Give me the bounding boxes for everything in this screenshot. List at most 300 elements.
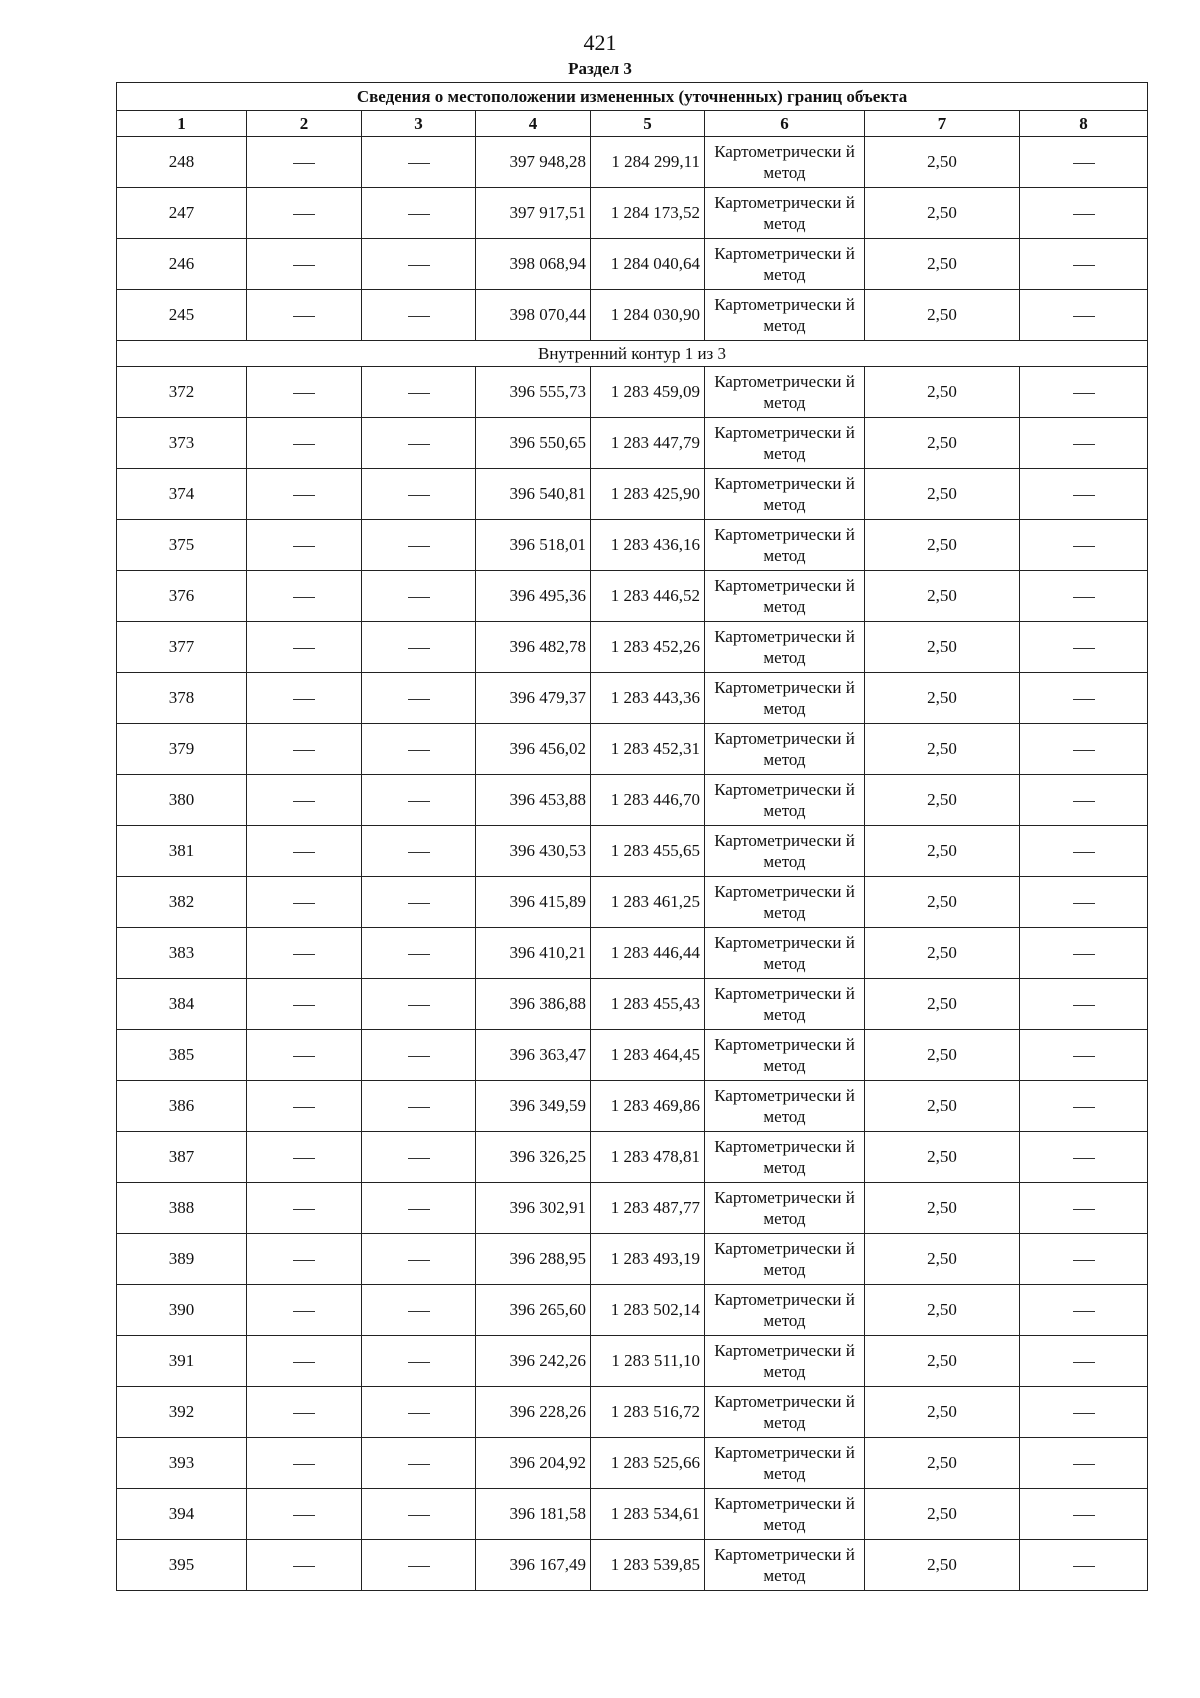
dash-mark — [408, 1362, 430, 1363]
column-number: 8 — [1020, 111, 1148, 137]
dash-text — [1095, 1096, 1096, 1097]
accuracy-cell: 2,50 — [865, 239, 1020, 290]
point-number-cell: 246 — [117, 239, 247, 290]
empty-value-cell — [362, 1030, 476, 1081]
table-row — [117, 1438, 1148, 1489]
dash-text — [1095, 1045, 1096, 1046]
dash-text — [430, 739, 431, 740]
dash-mark — [1073, 699, 1095, 700]
empty-value-cell — [247, 367, 362, 418]
table-row — [117, 1336, 1148, 1387]
table-row — [117, 1234, 1148, 1285]
table-row — [117, 673, 1148, 724]
dash-mark — [293, 1515, 315, 1516]
dash-text — [315, 994, 316, 995]
y-coordinate-cell: 1 284 299,11 — [591, 137, 705, 188]
dash-mark — [408, 546, 430, 547]
empty-value-cell — [1020, 1336, 1148, 1387]
dash-text — [430, 1249, 431, 1250]
empty-value-cell — [1020, 239, 1148, 290]
dash-text — [315, 433, 316, 434]
method-cell: Картометрически й метод — [705, 1387, 865, 1438]
dash-text — [1095, 535, 1096, 536]
y-coordinate-cell: 1 283 446,70 — [591, 775, 705, 826]
method-cell: Картометрически й метод — [705, 188, 865, 239]
empty-value-cell — [247, 673, 362, 724]
dash-mark — [408, 316, 430, 317]
dash-text — [1095, 254, 1096, 255]
empty-value-cell — [362, 290, 476, 341]
empty-value-cell — [362, 1387, 476, 1438]
empty-value-cell — [1020, 188, 1148, 239]
method-cell: Картометрически й метод — [705, 1081, 865, 1132]
table-row — [117, 622, 1148, 673]
dash-text — [315, 637, 316, 638]
dash-text — [315, 1147, 316, 1148]
y-coordinate-cell: 1 283 487,77 — [591, 1183, 705, 1234]
empty-value-cell — [1020, 724, 1148, 775]
table-row — [117, 137, 1148, 188]
dash-mark — [1073, 1566, 1095, 1567]
x-coordinate-cell: 396 167,49 — [476, 1540, 591, 1591]
method-cell: Картометрически й метод — [705, 290, 865, 341]
empty-value-cell — [362, 469, 476, 520]
method-cell: Картометрически й метод — [705, 1132, 865, 1183]
dash-mark — [408, 1566, 430, 1567]
dash-text — [430, 688, 431, 689]
dash-mark — [408, 1413, 430, 1414]
dash-text — [315, 688, 316, 689]
dash-mark — [1073, 1158, 1095, 1159]
empty-value-cell — [362, 673, 476, 724]
dash-mark — [1073, 852, 1095, 853]
y-coordinate-cell: 1 283 459,09 — [591, 367, 705, 418]
dash-mark — [1073, 1260, 1095, 1261]
method-cell: Картометрически й метод — [705, 673, 865, 724]
dash-text — [315, 1402, 316, 1403]
dash-mark — [408, 1209, 430, 1210]
dash-mark — [1073, 393, 1095, 394]
y-coordinate-cell: 1 283 425,90 — [591, 469, 705, 520]
dash-text — [1095, 790, 1096, 791]
dash-text — [1095, 1453, 1096, 1454]
point-number-cell: 374 — [117, 469, 247, 520]
point-number-cell: 393 — [117, 1438, 247, 1489]
empty-value-cell — [362, 137, 476, 188]
table-row — [117, 1285, 1148, 1336]
dash-text — [1095, 841, 1096, 842]
accuracy-cell: 2,50 — [865, 367, 1020, 418]
y-coordinate-cell: 1 283 502,14 — [591, 1285, 705, 1336]
accuracy-cell: 2,50 — [865, 1081, 1020, 1132]
method-cell: Картометрически й метод — [705, 137, 865, 188]
dash-text — [430, 892, 431, 893]
column-number: 2 — [247, 111, 362, 137]
dash-mark — [293, 495, 315, 496]
column-number-row — [117, 111, 1148, 137]
empty-value-cell — [1020, 1540, 1148, 1591]
table-caption: Сведения о местоположении измененных (уточненных) границ объекта — [117, 83, 1148, 111]
method-cell: Картометрически й метод — [705, 622, 865, 673]
dash-mark — [293, 444, 315, 445]
dash-text — [1095, 892, 1096, 893]
empty-value-cell — [1020, 469, 1148, 520]
dash-text — [430, 1504, 431, 1505]
point-number-cell: 388 — [117, 1183, 247, 1234]
y-coordinate-cell: 1 283 443,36 — [591, 673, 705, 724]
dash-text — [430, 484, 431, 485]
empty-value-cell — [1020, 1489, 1148, 1540]
column-number: 4 — [476, 111, 591, 137]
empty-value-cell — [247, 137, 362, 188]
dash-text — [315, 254, 316, 255]
empty-value-cell — [362, 1489, 476, 1540]
table-row — [117, 724, 1148, 775]
empty-value-cell — [247, 1540, 362, 1591]
accuracy-cell: 2,50 — [865, 520, 1020, 571]
dash-text — [315, 739, 316, 740]
x-coordinate-cell: 396 242,26 — [476, 1336, 591, 1387]
accuracy-cell: 2,50 — [865, 1285, 1020, 1336]
table-row — [117, 1387, 1148, 1438]
dash-mark — [293, 546, 315, 547]
y-coordinate-cell: 1 283 455,43 — [591, 979, 705, 1030]
x-coordinate-cell: 398 068,94 — [476, 239, 591, 290]
dash-text — [1095, 1249, 1096, 1250]
dash-mark — [408, 750, 430, 751]
point-number-cell: 394 — [117, 1489, 247, 1540]
point-number-cell: 390 — [117, 1285, 247, 1336]
accuracy-cell: 2,50 — [865, 928, 1020, 979]
dash-text — [430, 1198, 431, 1199]
contour-heading-row — [117, 341, 1148, 367]
accuracy-cell: 2,50 — [865, 877, 1020, 928]
dash-mark — [408, 1158, 430, 1159]
x-coordinate-cell: 396 181,58 — [476, 1489, 591, 1540]
empty-value-cell — [362, 1540, 476, 1591]
empty-value-cell — [247, 520, 362, 571]
empty-value-cell — [247, 826, 362, 877]
accuracy-cell: 2,50 — [865, 1183, 1020, 1234]
empty-value-cell — [1020, 622, 1148, 673]
dash-mark — [1073, 801, 1095, 802]
x-coordinate-cell: 396 265,60 — [476, 1285, 591, 1336]
dash-text — [430, 1045, 431, 1046]
dash-mark — [408, 648, 430, 649]
empty-value-cell — [247, 1030, 362, 1081]
method-cell: Картометрически й метод — [705, 1285, 865, 1336]
empty-value-cell — [247, 1081, 362, 1132]
dash-text — [315, 790, 316, 791]
dash-text — [1095, 994, 1096, 995]
dash-mark — [293, 1107, 315, 1108]
accuracy-cell: 2,50 — [865, 1234, 1020, 1285]
dash-mark — [293, 1311, 315, 1312]
point-number-cell: 387 — [117, 1132, 247, 1183]
dash-mark — [293, 852, 315, 853]
dash-text — [430, 433, 431, 434]
method-cell: Картометрически й метод — [705, 1234, 865, 1285]
point-number-cell: 385 — [117, 1030, 247, 1081]
dash-mark — [293, 163, 315, 164]
method-cell: Картометрически й метод — [705, 239, 865, 290]
dash-mark — [293, 393, 315, 394]
method-cell: Картометрически й метод — [705, 367, 865, 418]
empty-value-cell — [362, 571, 476, 622]
dash-text — [1095, 637, 1096, 638]
empty-value-cell — [1020, 1387, 1148, 1438]
dash-text — [315, 1198, 316, 1199]
y-coordinate-cell: 1 283 516,72 — [591, 1387, 705, 1438]
dash-text — [430, 535, 431, 536]
dash-mark — [408, 954, 430, 955]
point-number-cell: 395 — [117, 1540, 247, 1591]
x-coordinate-cell: 396 363,47 — [476, 1030, 591, 1081]
empty-value-cell — [362, 622, 476, 673]
y-coordinate-cell: 1 283 436,16 — [591, 520, 705, 571]
method-cell: Картометрически й метод — [705, 979, 865, 1030]
empty-value-cell — [362, 724, 476, 775]
dash-text — [430, 790, 431, 791]
table-row — [117, 239, 1148, 290]
empty-value-cell — [362, 188, 476, 239]
x-coordinate-cell: 396 410,21 — [476, 928, 591, 979]
dash-mark — [1073, 265, 1095, 266]
method-cell: Картометрически й метод — [705, 571, 865, 622]
empty-value-cell — [1020, 928, 1148, 979]
method-cell: Картометрически й метод — [705, 1489, 865, 1540]
x-coordinate-cell: 396 288,95 — [476, 1234, 591, 1285]
empty-value-cell — [1020, 1132, 1148, 1183]
empty-value-cell — [362, 979, 476, 1030]
dash-mark — [1073, 1056, 1095, 1057]
dash-text — [430, 254, 431, 255]
dash-text — [430, 203, 431, 204]
column-number: 1 — [117, 111, 247, 137]
dash-text — [1095, 305, 1096, 306]
accuracy-cell: 2,50 — [865, 1540, 1020, 1591]
dash-mark — [408, 801, 430, 802]
point-number-cell: 389 — [117, 1234, 247, 1285]
point-number-cell: 372 — [117, 367, 247, 418]
empty-value-cell — [1020, 826, 1148, 877]
dash-text — [430, 943, 431, 944]
empty-value-cell — [247, 418, 362, 469]
x-coordinate-cell: 396 518,01 — [476, 520, 591, 571]
accuracy-cell: 2,50 — [865, 673, 1020, 724]
empty-value-cell — [247, 775, 362, 826]
empty-value-cell — [1020, 137, 1148, 188]
accuracy-cell: 2,50 — [865, 1387, 1020, 1438]
dash-mark — [408, 1260, 430, 1261]
point-number-cell: 392 — [117, 1387, 247, 1438]
method-cell: Картометрически й метод — [705, 1183, 865, 1234]
dash-mark — [408, 495, 430, 496]
dash-text — [1095, 1147, 1096, 1148]
dash-text — [1095, 586, 1096, 587]
dash-text — [1095, 1402, 1096, 1403]
accuracy-cell: 2,50 — [865, 724, 1020, 775]
empty-value-cell — [247, 877, 362, 928]
empty-value-cell — [1020, 367, 1148, 418]
dash-text — [315, 1249, 316, 1250]
x-coordinate-cell: 396 204,92 — [476, 1438, 591, 1489]
column-number: 6 — [705, 111, 865, 137]
dash-text — [1095, 203, 1096, 204]
dash-text — [315, 943, 316, 944]
dash-text — [1095, 382, 1096, 383]
column-number: 7 — [865, 111, 1020, 137]
dash-mark — [293, 1464, 315, 1465]
empty-value-cell — [247, 1438, 362, 1489]
point-number-cell: 373 — [117, 418, 247, 469]
dash-text — [430, 586, 431, 587]
empty-value-cell — [362, 1285, 476, 1336]
point-number-cell: 247 — [117, 188, 247, 239]
dash-text — [315, 535, 316, 536]
dash-mark — [408, 903, 430, 904]
dash-mark — [1073, 648, 1095, 649]
table-row — [117, 1489, 1148, 1540]
dash-mark — [1073, 1413, 1095, 1414]
dash-mark — [408, 1464, 430, 1465]
method-cell: Картометрически й метод — [705, 520, 865, 571]
point-number-cell: 245 — [117, 290, 247, 341]
empty-value-cell — [1020, 877, 1148, 928]
point-number-cell: 377 — [117, 622, 247, 673]
y-coordinate-cell: 1 283 493,19 — [591, 1234, 705, 1285]
dash-text — [315, 1351, 316, 1352]
point-number-cell: 379 — [117, 724, 247, 775]
dash-mark — [293, 597, 315, 598]
empty-value-cell — [362, 877, 476, 928]
dash-text — [1095, 433, 1096, 434]
dash-mark — [408, 1107, 430, 1108]
empty-value-cell — [1020, 1285, 1148, 1336]
y-coordinate-cell: 1 283 469,86 — [591, 1081, 705, 1132]
dash-text — [430, 305, 431, 306]
x-coordinate-cell: 396 430,53 — [476, 826, 591, 877]
accuracy-cell: 2,50 — [865, 979, 1020, 1030]
y-coordinate-cell: 1 283 446,52 — [591, 571, 705, 622]
table-row — [117, 520, 1148, 571]
page-number: 421 — [583, 30, 617, 55]
point-number-cell: 386 — [117, 1081, 247, 1132]
empty-value-cell — [362, 418, 476, 469]
dash-text — [315, 484, 316, 485]
dash-mark — [408, 1005, 430, 1006]
table-row — [117, 826, 1148, 877]
table-row — [117, 979, 1148, 1030]
dash-mark — [293, 648, 315, 649]
method-cell: Картометрически й метод — [705, 826, 865, 877]
table-row — [117, 1183, 1148, 1234]
table-row — [117, 188, 1148, 239]
dash-mark — [1073, 444, 1095, 445]
dash-mark — [1073, 1209, 1095, 1210]
dash-mark — [408, 163, 430, 164]
dash-mark — [293, 1158, 315, 1159]
dash-mark — [1073, 954, 1095, 955]
accuracy-cell: 2,50 — [865, 826, 1020, 877]
dash-mark — [1073, 1515, 1095, 1516]
empty-value-cell — [247, 1183, 362, 1234]
dash-mark — [408, 597, 430, 598]
x-coordinate-cell: 396 228,26 — [476, 1387, 591, 1438]
y-coordinate-cell: 1 284 030,90 — [591, 290, 705, 341]
point-number-cell: 376 — [117, 571, 247, 622]
x-coordinate-cell: 396 349,59 — [476, 1081, 591, 1132]
dash-mark — [1073, 1107, 1095, 1108]
empty-value-cell — [1020, 1234, 1148, 1285]
empty-value-cell — [247, 1387, 362, 1438]
empty-value-cell — [362, 367, 476, 418]
y-coordinate-cell: 1 283 447,79 — [591, 418, 705, 469]
empty-value-cell — [1020, 1183, 1148, 1234]
point-number-cell: 381 — [117, 826, 247, 877]
dash-mark — [293, 1260, 315, 1261]
dash-mark — [1073, 214, 1095, 215]
dash-text — [1095, 152, 1096, 153]
accuracy-cell: 2,50 — [865, 571, 1020, 622]
dash-mark — [1073, 495, 1095, 496]
method-cell: Картометрически й метод — [705, 928, 865, 979]
empty-value-cell — [247, 290, 362, 341]
empty-value-cell — [247, 1336, 362, 1387]
section-title: Раздел 3 — [568, 59, 632, 78]
accuracy-cell: 2,50 — [865, 418, 1020, 469]
x-coordinate-cell: 396 495,36 — [476, 571, 591, 622]
empty-value-cell — [362, 1183, 476, 1234]
accuracy-cell: 2,50 — [865, 775, 1020, 826]
dash-text — [315, 1453, 316, 1454]
x-coordinate-cell: 396 540,81 — [476, 469, 591, 520]
empty-value-cell — [1020, 520, 1148, 571]
empty-value-cell — [1020, 1438, 1148, 1489]
dash-text — [315, 1096, 316, 1097]
y-coordinate-cell: 1 283 452,31 — [591, 724, 705, 775]
dash-text — [430, 382, 431, 383]
empty-value-cell — [247, 724, 362, 775]
dash-mark — [408, 444, 430, 445]
point-number-cell: 383 — [117, 928, 247, 979]
dash-text — [430, 841, 431, 842]
table-row — [117, 928, 1148, 979]
table-row — [117, 1081, 1148, 1132]
accuracy-cell: 2,50 — [865, 1489, 1020, 1540]
point-number-cell: 382 — [117, 877, 247, 928]
x-coordinate-cell: 396 326,25 — [476, 1132, 591, 1183]
dash-mark — [293, 1056, 315, 1057]
dash-mark — [293, 801, 315, 802]
dash-mark — [1073, 546, 1095, 547]
empty-value-cell — [247, 928, 362, 979]
dash-text — [1095, 739, 1096, 740]
empty-value-cell — [247, 188, 362, 239]
x-coordinate-cell: 396 479,37 — [476, 673, 591, 724]
dash-mark — [293, 903, 315, 904]
empty-value-cell — [362, 1132, 476, 1183]
accuracy-cell: 2,50 — [865, 1132, 1020, 1183]
empty-value-cell — [362, 826, 476, 877]
table-body — [117, 137, 1148, 1591]
dash-mark — [408, 393, 430, 394]
contour-heading: Внутренний контур 1 из 3 — [117, 341, 1148, 367]
method-cell: Картометрически й метод — [705, 1336, 865, 1387]
dash-mark — [1073, 903, 1095, 904]
column-number: 3 — [362, 111, 476, 137]
table-row — [117, 571, 1148, 622]
